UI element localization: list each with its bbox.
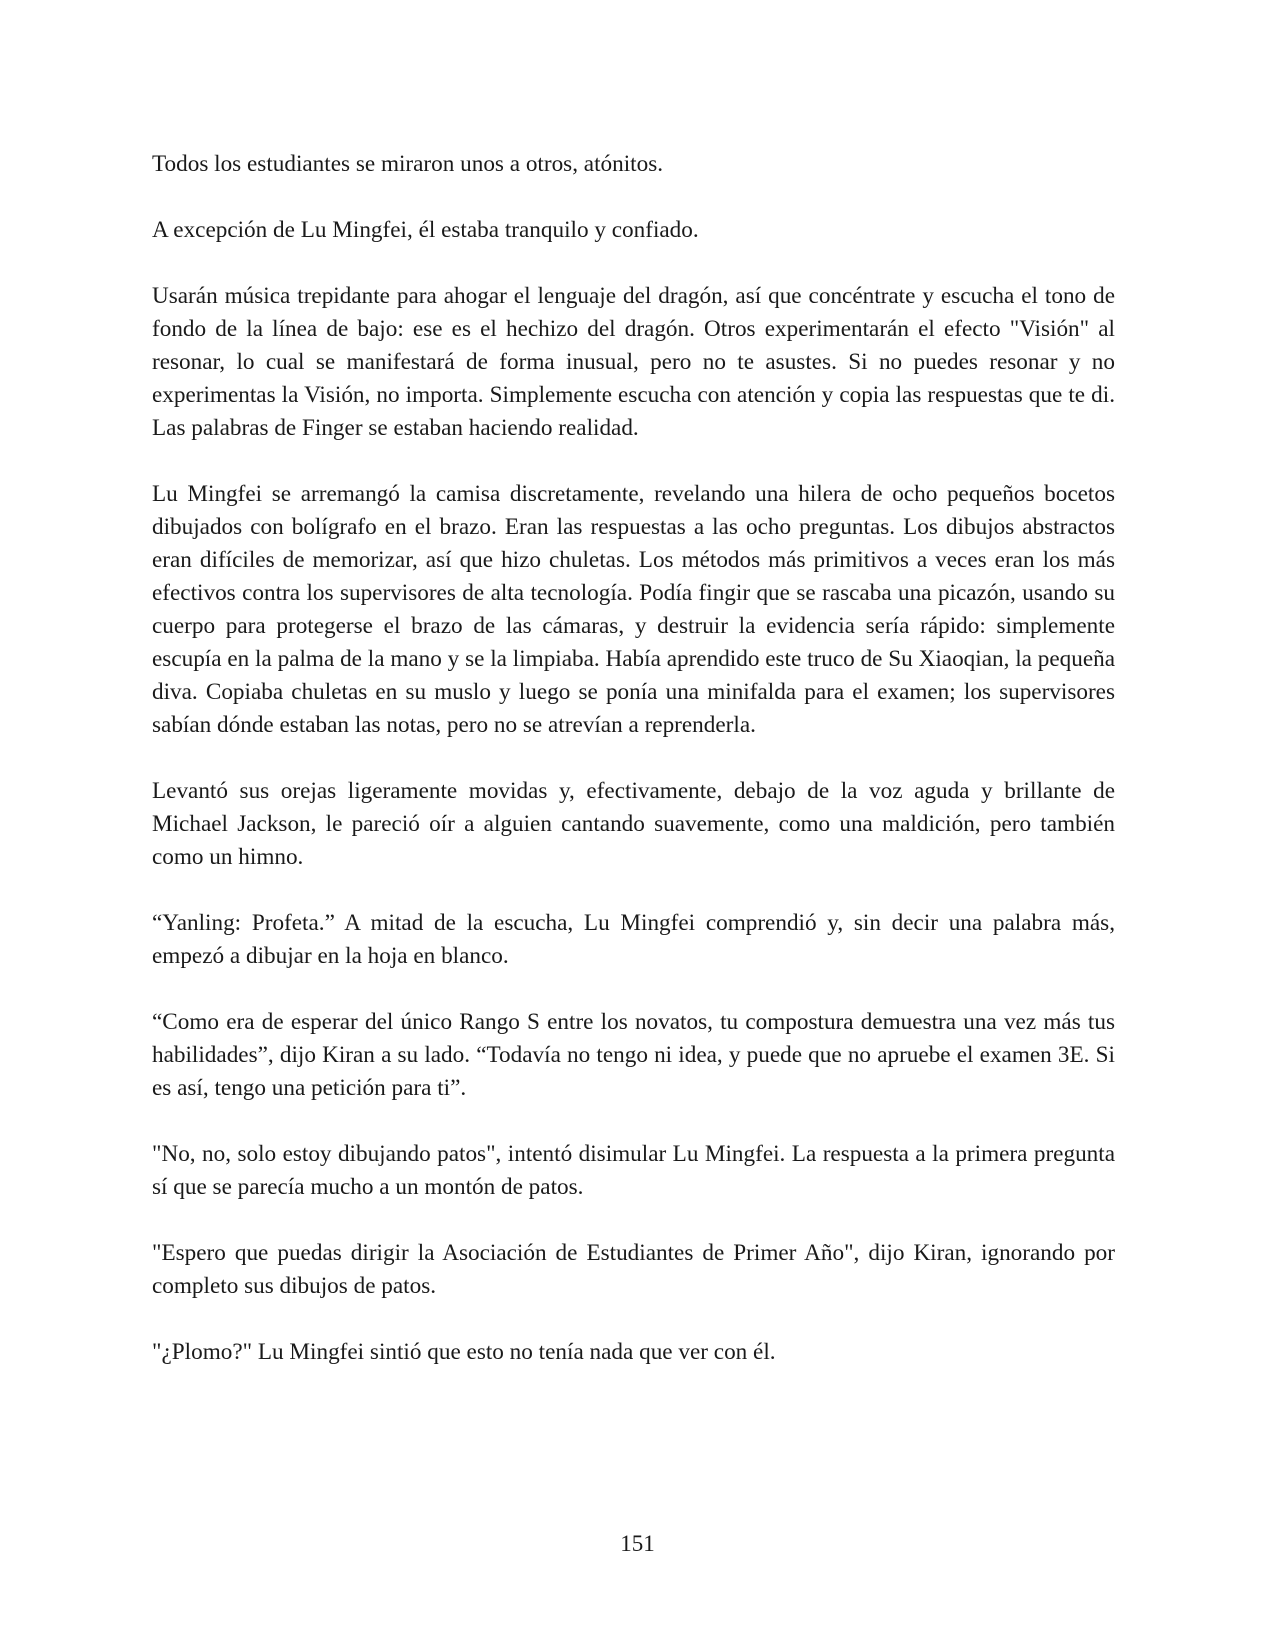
paragraph: "No, no, solo estoy dibujando patos", intentó disimular Lu Mingfei. La respuesta a la primera pregunta sí que se parecía mucho a un montón de patos.: [152, 1141, 1115, 1200]
paragraph: "¿Plomo?" Lu Mingfei sintió que esto no tenía nada que ver con él.: [152, 1339, 776, 1365]
paragraph: "Espero que puedas dirigir la Asociación de Estudiantes de Primer Año", dijo Kiran, ignorando por completo sus dibujos de patos.: [152, 1240, 1115, 1299]
page-body: [152, 148, 1115, 1402]
paragraph: Todos los estudiantes se miraron unos a otros, atónitos.: [152, 151, 664, 177]
paragraph: “Yanling: Profeta.” A mitad de la escucha, Lu Mingfei comprendió y, sin decir una palabra más, empezó a dibujar en la hoja en blanco.: [152, 910, 1115, 969]
paragraph: “Como era de esperar del único Rango S entre los novatos, tu compostura demuestra una vez más tus habilidades”, dijo Kiran a su lado. “Todavía no tengo ni idea, y puede que no apruebe el examen 3E. Si es así, tengo una petición para ti”.: [152, 1009, 1115, 1101]
paragraph: Usarán música trepidante para ahogar el lenguaje del dragón, así que concéntrate y escucha el tono de fondo de la línea de bajo: ese es el hechizo del dragón. Otros experimentarán el efecto "Visión" al resonar, lo cual se manifestará de forma inusual, pero no te asustes. Si no puedes resonar y no experimentas la Visión, no importa. Simplemente escucha con atención y copia las respuestas que te di. Las palabras de Finger se estaban haciendo realidad.: [152, 283, 1115, 441]
paragraph: A excepción de Lu Mingfei, él estaba tranquilo y confiado.: [152, 217, 699, 243]
paragraph: Levantó sus orejas ligeramente movidas y, efectivamente, debajo de la voz aguda y brillante de Michael Jackson, le pareció oír a alguien cantando suavemente, como una maldición, pero también como un himno.: [152, 778, 1115, 870]
page-number: 151: [620, 1531, 655, 1556]
paragraph: Lu Mingfei se arremangó la camisa discretamente, revelando una hilera de ocho pequeños bocetos dibujados con bolígrafo en el brazo. Eran las respuestas a las ocho preguntas. Los dibujos abstractos eran difíciles de memorizar, así que hizo chuletas. Los métodos más primitivos a veces eran los más efectivos contra los supervisores de alta tecnología. Podía fingir que se rascaba una picazón, usando su cuerpo para protegerse el brazo de las cámaras, y destruir la evidencia sería rápido: simplemente escupía en la palma de la mano y se la limpiaba. Había aprendido este truco de Su Xiaoqian, la pequeña diva. Copiaba chuletas en su muslo y luego se ponía una minifalda para el examen; los supervisores sabían dónde estaban las notas, pero no se atrevían a reprenderla.: [152, 481, 1115, 738]
